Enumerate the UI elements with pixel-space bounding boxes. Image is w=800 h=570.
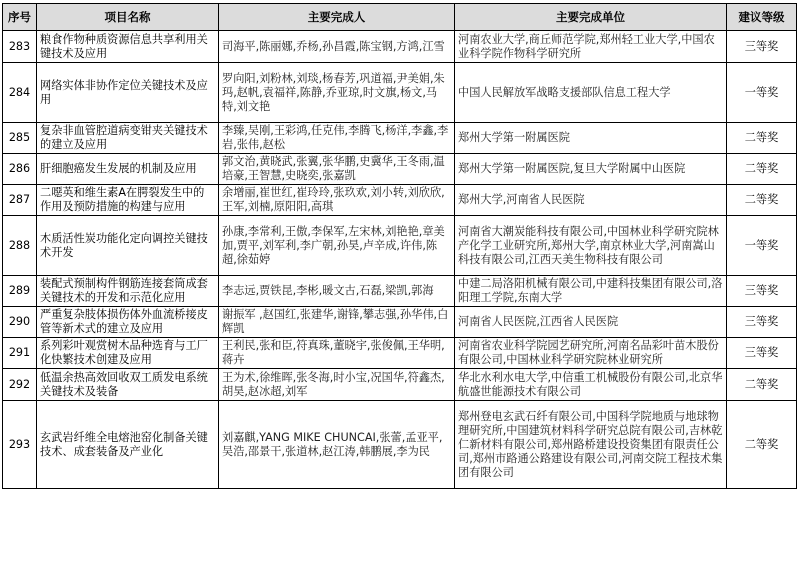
header-project-name: 项目名称 [37, 4, 219, 31]
cell-no: 287 [3, 185, 37, 216]
cell-main-people: 余增丽,崔世红,崔玲玲,张玖欢,刘小转,刘欣欣,王军,刘楠,原阳阳,高琪 [219, 185, 455, 216]
cell-grade: 二等奖 [727, 401, 797, 489]
cell-grade: 二等奖 [727, 154, 797, 185]
cell-grade: 二等奖 [727, 369, 797, 401]
cell-no: 293 [3, 401, 37, 489]
cell-no: 292 [3, 369, 37, 401]
cell-main-units: 河南省人民医院,江西省人民医院 [455, 307, 727, 338]
cell-project-name: 网络实体非协作定位关键技术及应用 [37, 63, 219, 123]
cell-project-name: 木质活性炭功能化定向调控关键技术开发 [37, 216, 219, 276]
cell-main-people: 王利民,张和臣,符真珠,董晓宇,张俊佩,王华明,蒋卉 [219, 338, 455, 369]
cell-main-people: 司海平,陈丽娜,乔杨,孙昌霞,陈宝钢,方鸿,江雪 [219, 31, 455, 63]
cell-grade: 二等奖 [727, 185, 797, 216]
cell-main-people: 李志远,贾铁昆,李彬,暖文古,石磊,梁凯,郭海 [219, 276, 455, 307]
table-row [3, 123, 797, 154]
header-main-units: 主要完成单位 [455, 4, 727, 31]
cell-main-people: 罗向阳,刘粉林,刘琰,杨春芳,巩道福,尹美娟,朱玛,赵帆,袁福祥,陈静,乔亚琼,时文旗,杨文,马特,刘文艳 [219, 63, 455, 123]
cell-main-units: 郑州大学第一附属医院 [455, 123, 727, 154]
cell-no: 286 [3, 154, 37, 185]
table-row [3, 369, 797, 401]
table-row [3, 276, 797, 307]
table-header-row [3, 4, 797, 31]
header-grade: 建议等级 [727, 4, 797, 31]
cell-grade: 三等奖 [727, 307, 797, 338]
table-row [3, 216, 797, 276]
cell-main-people: 孙康,李常利,王傲,李保军,左宋林,刘艳艳,章美加,贾平,刘军利,李广朝,孙昊,卢辛成,许伟,陈超,徐茹婷 [219, 216, 455, 276]
cell-no: 284 [3, 63, 37, 123]
cell-grade: 三等奖 [727, 31, 797, 63]
cell-main-units: 郑州大学第一附属医院,复旦大学附属中山医院 [455, 154, 727, 185]
cell-project-name: 低温余热高效回收双工质发电系统关键技术及装备 [37, 369, 219, 401]
cell-main-units: 中国人民解放军战略支援部队信息工程大学 [455, 63, 727, 123]
cell-main-units: 河南省大潮炭能科技有限公司,中国林业科学研究院林产化学工业研究所,郑州大学,南京林业大学,河南嵩山科技有限公司,江西天美生物科技有限公司 [455, 216, 727, 276]
cell-main-units: 华北水利水电大学,中信重工机械股份有限公司,北京华航盛世能源技术有限公司 [455, 369, 727, 401]
cell-grade: 一等奖 [727, 216, 797, 276]
cell-no: 283 [3, 31, 37, 63]
table-row [3, 154, 797, 185]
table-row [3, 185, 797, 216]
cell-grade: 一等奖 [727, 63, 797, 123]
table-row [3, 338, 797, 369]
table-row [3, 307, 797, 338]
cell-project-name: 二噁英和维生素A在腭裂发生中的作用及预防措施的构建与应用 [37, 185, 219, 216]
cell-no: 285 [3, 123, 37, 154]
cell-grade: 二等奖 [727, 123, 797, 154]
cell-grade: 三等奖 [727, 338, 797, 369]
table-row [3, 63, 797, 123]
cell-main-units: 河南省农业科学院园艺研究所,河南名品彩叶苗木股份有限公司,中国林业科学研究院林业研究所 [455, 338, 727, 369]
header-no: 序号 [3, 4, 37, 31]
cell-no: 288 [3, 216, 37, 276]
cell-main-people: 谢振军 ,赵国红,张建华,谢锋,攀志强,孙华伟,白辉凯 [219, 307, 455, 338]
cell-project-name: 复杂非血管腔道病变钳夹关键技术的建立及应用 [37, 123, 219, 154]
cell-main-units: 中建二局洛阳机械有限公司,中建科技集团有限公司,洛阳理工学院,东南大学 [455, 276, 727, 307]
award-table [2, 3, 797, 489]
cell-grade: 三等奖 [727, 276, 797, 307]
header-main-people: 主要完成人 [219, 4, 455, 31]
cell-main-units: 河南农业大学,商丘师范学院,郑州轻工业大学,中国农业科学院作物科学研究所 [455, 31, 727, 63]
cell-main-people: 李臻,吴刚,王彩鸿,任克伟,李腾飞,杨洋,李鑫,李岩,张伟,赵松 [219, 123, 455, 154]
cell-main-units: 郑州大学,河南省人民医院 [455, 185, 727, 216]
cell-no: 290 [3, 307, 37, 338]
cell-main-people: 王为术,徐维晖,张冬海,时小宝,况国华,符鑫杰,胡昊,赵冰超,刘军 [219, 369, 455, 401]
cell-no: 289 [3, 276, 37, 307]
table-row [3, 401, 797, 489]
cell-main-people: 郭文治,黄晓武,张翼,张华鹏,史冀华,王冬雨,温培豪,王智慧,史晓奕,张嘉凯 [219, 154, 455, 185]
cell-project-name: 严重复杂肢体损伤体外血流桥接皮管等新术式的建立及应用 [37, 307, 219, 338]
cell-project-name: 肝细胞癌发生发展的机制及应用 [37, 154, 219, 185]
cell-project-name: 装配式预制构件钢筋连接套筒成套关键技术的开发和示范化应用 [37, 276, 219, 307]
cell-main-people: 刘嘉麒,YANG MIKE CHUNCAI,张蕾,孟亚平,吴浩,邵景干,张道林,赵江涛,韩鹏展,李为民 [219, 401, 455, 489]
cell-project-name: 玄武岩纤维全电熔池窑化制备关键技术、成套装备及产业化 [37, 401, 219, 489]
cell-project-name: 粮食作物种质资源信息共享利用关键技术及应用 [37, 31, 219, 63]
cell-main-units: 郑州登电玄武石纤有限公司,中国科学院地质与地球物理研究所,中国建筑材料科学研究总院有限公司,吉林乾仁新材料有限公司,郑州路桥建设投资集团有限责任公司,郑州市路通公路建设有限公司,河南交院工程技术集团有限公司 [455, 401, 727, 489]
cell-project-name: 系列彩叶观赏树木品种选育与工厂化快繁技术创建及应用 [37, 338, 219, 369]
table-row [3, 31, 797, 63]
cell-no: 291 [3, 338, 37, 369]
